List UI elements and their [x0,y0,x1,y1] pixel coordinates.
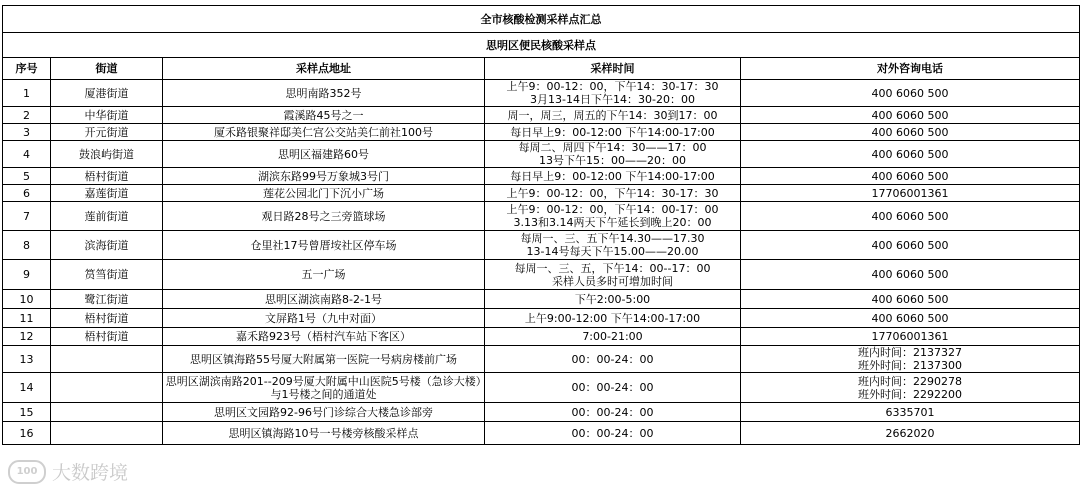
cell-time: 7:00-21:00 [485,328,741,346]
table-row [3,309,1080,328]
cell-phone: 400 6060 500 [741,80,1080,107]
cell-phone: 400 6060 500 [741,231,1080,260]
cell-phone: 2662020 [741,422,1080,445]
table-row [3,231,1080,260]
cell-street: 莲前街道 [51,202,163,231]
cell-address: 思明区湖滨南路201--209号厦大附属中山医院5号楼（急诊大楼）与1号楼之间的通道处 [163,373,485,403]
table-row [3,202,1080,231]
cell-address: 思明区文园路92-96号门诊综合大楼急诊部旁 [163,403,485,422]
cell-address: 思明区镇海路10号一号楼旁核酸采样点 [163,422,485,445]
cell-phone: 400 6060 500 [741,260,1080,290]
cell-street: 梧村街道 [51,168,163,185]
cell-street [51,422,163,445]
cell-no: 15 [3,403,51,422]
cell-address: 文屏路1号（九中对面） [163,309,485,328]
cell-phone: 400 6060 500 [741,202,1080,231]
cell-time: 00：00-24：00 [485,373,741,403]
cell-street: 筼筜街道 [51,260,163,290]
cell-street: 厦港街道 [51,80,163,107]
cell-time: 上午9：00-12：00，下午14：00-17：00 3.13和3.14两天下午延长到晚上20：00 [485,202,741,231]
table-row [3,290,1080,309]
cell-street: 嘉莲街道 [51,185,163,202]
cell-street: 梧村街道 [51,309,163,328]
cell-no: 3 [3,124,51,141]
table-row [3,373,1080,403]
cell-address: 仓里社17号曾厝垵社区停车场 [163,231,485,260]
cell-time: 00：00-24：00 [485,346,741,373]
sampling-sites-table [2,5,1080,445]
cell-no: 8 [3,231,51,260]
table-row [3,346,1080,373]
cell-time: 上午9：00-12：00，下午14：30-17：30 3月13-14日下午14：30-20：00 [485,80,741,107]
cell-time: 00：00-24：00 [485,422,741,445]
sheet-title: 全市核酸检测采样点汇总 [3,6,1080,33]
cell-time: 上午9:00-12:00 下午14:00-17:00 [485,309,741,328]
table-body [3,80,1080,445]
cell-address: 莲花公园北门下沉小广场 [163,185,485,202]
cell-address: 湖滨东路99号万象城3号门 [163,168,485,185]
cell-time: 00：00-24：00 [485,403,741,422]
cell-address: 思明区湖滨南路8-2-1号 [163,290,485,309]
header-phone: 对外咨询电话 [741,58,1080,80]
cell-street: 滨海街道 [51,231,163,260]
table-row [3,124,1080,141]
table-row [3,107,1080,124]
cell-no: 4 [3,141,51,168]
table-row [3,185,1080,202]
cell-no: 5 [3,168,51,185]
watermark-text: 大数跨境 [52,462,129,484]
cell-address: 嘉禾路923号（梧村汽车站下客区） [163,328,485,346]
table-row [3,80,1080,107]
cell-time: 每周一、三、五下午14.30——17.30 13-14号每天下午15.00——20.00 [485,231,741,260]
table-row [3,141,1080,168]
cell-phone: 400 6060 500 [741,107,1080,124]
cell-time: 下午2:00-5:00 [485,290,741,309]
cell-no: 2 [3,107,51,124]
table-row [3,260,1080,290]
table-row [3,422,1080,445]
header-street: 街道 [51,58,163,80]
header-time: 采样时间 [485,58,741,80]
cell-time: 上午9：00-12：00，下午14：30-17：30 [485,185,741,202]
cell-phone: 400 6060 500 [741,309,1080,328]
header-no: 序号 [3,58,51,80]
cell-phone: 400 6060 500 [741,290,1080,309]
cell-street: 梧村街道 [51,328,163,346]
cell-time: 每周一、三、五，下午14：00--17：00 采样人员多时可增加时间 [485,260,741,290]
cell-address: 思明区福建路60号 [163,141,485,168]
sheet-subtitle: 思明区便民核酸采样点 [3,33,1080,58]
cell-street: 开元街道 [51,124,163,141]
cell-phone: 17706001361 [741,185,1080,202]
cell-no: 6 [3,185,51,202]
cell-street: 鹭江街道 [51,290,163,309]
cell-no: 7 [3,202,51,231]
cell-phone: 400 6060 500 [741,168,1080,185]
cell-street: 中华街道 [51,107,163,124]
cell-no: 9 [3,260,51,290]
cell-phone: 班内时间：2137327 班外时间：2137300 [741,346,1080,373]
cell-no: 14 [3,373,51,403]
cell-address: 思明区镇海路55号厦大附属第一医院一号病房楼前广场 [163,346,485,373]
cell-time: 每日早上9：00-12:00 下午14:00-17:00 [485,124,741,141]
table-row [3,168,1080,185]
cell-no: 12 [3,328,51,346]
cell-time: 每周二、周四下午14：30——17：00 13号下午15：00——20：00 [485,141,741,168]
cell-phone: 400 6060 500 [741,141,1080,168]
cell-phone: 17706001361 [741,328,1080,346]
header-address: 采样点地址 [163,58,485,80]
cell-phone: 400 6060 500 [741,124,1080,141]
cell-no: 13 [3,346,51,373]
cell-no: 11 [3,309,51,328]
cell-phone: 班内时间：2290278 班外时间：2292200 [741,373,1080,403]
cell-address: 霞溪路45号之一 [163,107,485,124]
cell-street [51,373,163,403]
cell-time: 每日早上9：00-12:00 下午14:00-17:00 [485,168,741,185]
cell-street [51,346,163,373]
table-row [3,403,1080,422]
cell-no: 1 [3,80,51,107]
cell-address: 厦禾路银聚祥邸美仁宫公交站美仁前社100号 [163,124,485,141]
cell-address: 五一广场 [163,260,485,290]
cell-address: 思明南路352号 [163,80,485,107]
watermark [8,458,128,485]
table-row [3,328,1080,346]
cell-time: 周一，周三，周五的下午14：30到17：00 [485,107,741,124]
cell-street: 鼓浪屿街道 [51,141,163,168]
cell-street [51,403,163,422]
watermark-logo: 100 [8,460,46,484]
cell-address: 观日路28号之三旁篮球场 [163,202,485,231]
cell-phone: 6335701 [741,403,1080,422]
cell-no: 10 [3,290,51,309]
cell-no: 16 [3,422,51,445]
